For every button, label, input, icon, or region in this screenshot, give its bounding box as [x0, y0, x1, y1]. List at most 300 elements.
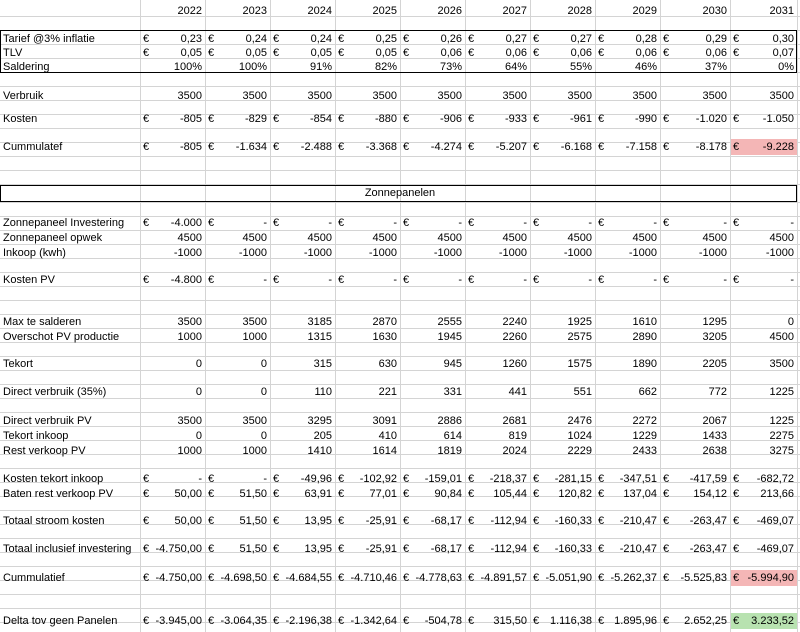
- table-cell[interactable]: 3500: [372, 90, 397, 102]
- table-cell[interactable]: 1614: [372, 445, 397, 457]
- table-cell[interactable]: 2229: [567, 445, 592, 457]
- table-cell[interactable]: 0,26: [440, 33, 462, 45]
- table-cell[interactable]: -: [653, 274, 657, 286]
- table-cell[interactable]: -906: [439, 113, 462, 125]
- table-cell[interactable]: -1000: [628, 247, 657, 259]
- year-header[interactable]: 2029: [632, 5, 657, 17]
- table-cell[interactable]: -4.684,55: [285, 572, 332, 584]
- table-cell[interactable]: 154,12: [693, 488, 727, 500]
- row-label[interactable]: Tarief @3% inflatie: [3, 33, 95, 45]
- currency-symbol: €: [273, 217, 280, 229]
- table-cell[interactable]: -: [263, 217, 267, 229]
- table-cell[interactable]: 51,50: [239, 515, 267, 527]
- table-cell[interactable]: -4.274: [430, 141, 462, 153]
- table-cell[interactable]: 3205: [702, 331, 727, 343]
- table-cell[interactable]: 13,95: [304, 543, 332, 555]
- table-cell[interactable]: 0,25: [375, 33, 397, 45]
- table-cell[interactable]: 110: [314, 386, 332, 398]
- table-cell[interactable]: 1225: [769, 386, 794, 398]
- table-cell[interactable]: 4500: [307, 232, 332, 244]
- table-cell[interactable]: -4.750,00: [155, 572, 202, 584]
- table-cell[interactable]: 77,01: [369, 488, 397, 500]
- table-cell[interactable]: -102,92: [359, 473, 397, 485]
- table-cell[interactable]: 4500: [502, 232, 527, 244]
- table-cell[interactable]: -2.196,38: [285, 615, 332, 627]
- row-label[interactable]: Rest verkoop PV: [3, 445, 86, 457]
- table-row: [0, 471, 800, 487]
- table-cell[interactable]: -4.750,00: [155, 543, 202, 555]
- currency-symbol: €: [598, 217, 605, 229]
- currency-symbol: €: [468, 473, 475, 485]
- table-cell[interactable]: 3500: [177, 415, 202, 427]
- table-cell[interactable]: 1945: [437, 331, 462, 343]
- table-cell[interactable]: 100%: [238, 61, 267, 73]
- table-cell[interactable]: 2024: [502, 445, 527, 457]
- table-cell[interactable]: 0,28: [635, 33, 657, 45]
- table-cell[interactable]: -1000: [498, 247, 527, 259]
- table-cell[interactable]: 3500: [242, 316, 267, 328]
- table-cell[interactable]: -1.634: [235, 141, 267, 153]
- table-cell[interactable]: 3.233,52: [751, 615, 794, 627]
- table-cell[interactable]: 3500: [502, 90, 527, 102]
- table-row: [0, 59, 800, 75]
- table-cell[interactable]: -504,78: [424, 615, 462, 627]
- table-cell[interactable]: -5.262,37: [610, 572, 657, 584]
- table-cell[interactable]: 0: [195, 430, 202, 442]
- table-cell[interactable]: 4500: [567, 232, 592, 244]
- table-cell[interactable]: 315,50: [493, 615, 527, 627]
- table-cell[interactable]: 0: [260, 386, 267, 398]
- table-cell[interactable]: 51,50: [239, 488, 267, 500]
- table-cell[interactable]: 441: [508, 386, 527, 398]
- table-cell[interactable]: 3500: [702, 90, 727, 102]
- table-cell[interactable]: -112,94: [490, 543, 527, 555]
- currency-symbol: €: [338, 473, 345, 485]
- table-cell[interactable]: 91%: [309, 61, 332, 73]
- table-cell[interactable]: -: [523, 274, 527, 286]
- table-cell[interactable]: -49,96: [300, 473, 332, 485]
- row-label[interactable]: Kosten: [3, 113, 38, 125]
- table-cell[interactable]: 3500: [307, 90, 332, 102]
- row-label[interactable]: Overschot PV productie: [3, 331, 120, 343]
- table-cell[interactable]: 1610: [632, 316, 657, 328]
- table-cell[interactable]: -4.891,57: [480, 572, 527, 584]
- table-cell[interactable]: 3185: [307, 316, 332, 328]
- table-cell[interactable]: 4500: [769, 232, 794, 244]
- year-header[interactable]: 2030: [702, 5, 727, 17]
- table-cell[interactable]: -4.778,63: [415, 572, 462, 584]
- table-cell[interactable]: -805: [179, 113, 202, 125]
- table-cell[interactable]: 2240: [502, 316, 527, 328]
- table-cell[interactable]: 1.116,38: [549, 615, 592, 627]
- table-cell[interactable]: 0,06: [505, 47, 527, 59]
- table-cell[interactable]: -218,37: [489, 473, 527, 485]
- table-cell[interactable]: -: [458, 274, 462, 286]
- table-cell[interactable]: 1229: [632, 430, 657, 442]
- table-cell[interactable]: 3500: [769, 358, 794, 370]
- table-cell[interactable]: 0: [260, 358, 267, 370]
- table-cell[interactable]: 4500: [769, 331, 794, 343]
- table-row: [0, 215, 800, 231]
- table-cell[interactable]: 630: [378, 358, 397, 370]
- table-cell[interactable]: 1000: [177, 445, 202, 457]
- table-cell[interactable]: 2555: [437, 316, 462, 328]
- table-cell[interactable]: 1024: [567, 430, 592, 442]
- table-cell[interactable]: 1000: [242, 331, 267, 343]
- table-cell[interactable]: 1.895,96: [614, 615, 657, 627]
- table-cell[interactable]: 0: [195, 358, 202, 370]
- table-cell[interactable]: 551: [573, 386, 592, 398]
- currency-symbol: €: [733, 515, 740, 527]
- table-cell[interactable]: -281,15: [554, 473, 592, 485]
- row-label[interactable]: Tekort: [3, 358, 33, 370]
- table-cell[interactable]: -1.020: [695, 113, 727, 125]
- table-row: [0, 314, 800, 330]
- table-row: [0, 245, 800, 261]
- row-label[interactable]: Cummulatef: [3, 141, 63, 153]
- table-cell[interactable]: -: [393, 217, 397, 229]
- table-cell[interactable]: 3500: [567, 90, 592, 102]
- table-cell[interactable]: -: [263, 274, 267, 286]
- table-cell[interactable]: -933: [504, 113, 527, 125]
- table-cell[interactable]: 0%: [778, 61, 794, 73]
- currency-symbol: €: [143, 33, 150, 45]
- row-label[interactable]: Saldering: [3, 61, 50, 73]
- table-cell[interactable]: 2575: [567, 331, 592, 343]
- table-cell[interactable]: 2638: [702, 445, 727, 457]
- table-cell[interactable]: -3.945,00: [155, 615, 202, 627]
- table-cell[interactable]: 0,27: [505, 33, 527, 45]
- currency-symbol: €: [143, 113, 150, 125]
- table-cell[interactable]: -1.050: [762, 113, 794, 125]
- row-label[interactable]: Cummulatief: [3, 572, 65, 584]
- table-cell[interactable]: -25,91: [365, 515, 397, 527]
- table-cell[interactable]: 3295: [307, 415, 332, 427]
- table-cell[interactable]: 1000: [242, 445, 267, 457]
- table-cell[interactable]: -112,94: [490, 515, 527, 527]
- table-cell[interactable]: 4500: [702, 232, 727, 244]
- row-label[interactable]: Zonnepaneel opwek: [3, 232, 103, 244]
- table-cell[interactable]: 662: [638, 386, 657, 398]
- table-cell[interactable]: -5.994,90: [747, 572, 794, 584]
- row-label[interactable]: Inkoop (kwh): [3, 247, 66, 259]
- table-cell[interactable]: -347,51: [619, 473, 657, 485]
- currency-symbol: €: [273, 473, 280, 485]
- table-cell[interactable]: -263,47: [689, 543, 727, 555]
- table-cell[interactable]: 4500: [437, 232, 462, 244]
- table-cell[interactable]: -: [723, 217, 727, 229]
- row-label[interactable]: TLV: [3, 47, 23, 59]
- table-cell[interactable]: -5.525,83: [680, 572, 727, 584]
- table-cell[interactable]: -1000: [303, 247, 332, 259]
- currency-symbol: €: [403, 113, 410, 125]
- table-cell[interactable]: 2272: [632, 415, 657, 427]
- currency-symbol: €: [338, 572, 345, 584]
- table-cell[interactable]: -880: [374, 113, 397, 125]
- table-cell[interactable]: -1000: [563, 247, 592, 259]
- table-cell[interactable]: 3500: [242, 90, 267, 102]
- table-cell[interactable]: 0,24: [310, 33, 332, 45]
- year-header[interactable]: 2027: [502, 5, 527, 17]
- table-cell[interactable]: 90,84: [434, 488, 462, 500]
- currency-symbol: €: [273, 488, 280, 500]
- currency-symbol: €: [533, 47, 540, 59]
- currency-symbol: €: [733, 217, 740, 229]
- currency-symbol: €: [598, 274, 605, 286]
- table-cell[interactable]: 105,44: [493, 488, 527, 500]
- table-cell[interactable]: -: [790, 217, 794, 229]
- table-cell[interactable]: -3.368: [365, 141, 397, 153]
- year-header[interactable]: 2024: [307, 5, 332, 17]
- table-cell[interactable]: 1819: [437, 445, 462, 457]
- table-cell[interactable]: -4.698,50: [220, 572, 267, 584]
- table-cell[interactable]: 4500: [632, 232, 657, 244]
- table-cell[interactable]: 1630: [372, 331, 397, 343]
- table-cell[interactable]: -: [723, 274, 727, 286]
- table-cell[interactable]: -1000: [173, 247, 202, 259]
- table-cell[interactable]: -961: [569, 113, 592, 125]
- table-cell[interactable]: -805: [179, 141, 202, 153]
- table-cell[interactable]: 46%: [634, 61, 657, 73]
- row-label[interactable]: Tekort inkoop: [3, 430, 69, 442]
- table-cell[interactable]: -159,01: [424, 473, 462, 485]
- currency-symbol: €: [598, 615, 605, 627]
- table-cell[interactable]: -: [263, 473, 267, 485]
- table-cell[interactable]: 2433: [632, 445, 657, 457]
- currency-symbol: €: [733, 274, 740, 286]
- year-header[interactable]: 2026: [437, 5, 462, 17]
- table-cell[interactable]: 1575: [567, 358, 592, 370]
- table-cell[interactable]: 945: [443, 358, 462, 370]
- table-cell[interactable]: -1.342,64: [350, 615, 397, 627]
- table-cell[interactable]: 1925: [567, 316, 592, 328]
- table-cell[interactable]: -854: [309, 113, 332, 125]
- table-cell[interactable]: -25,91: [365, 543, 397, 555]
- currency-symbol: €: [338, 615, 345, 627]
- table-cell[interactable]: 0,06: [635, 47, 657, 59]
- table-cell[interactable]: 205: [313, 430, 332, 442]
- table-cell[interactable]: 2476: [567, 415, 592, 427]
- table-cell[interactable]: -: [328, 274, 332, 286]
- table-cell[interactable]: 3500: [632, 90, 657, 102]
- table-cell[interactable]: -6.168: [560, 141, 592, 153]
- table-cell[interactable]: 0,06: [705, 47, 727, 59]
- table-cell[interactable]: 2275: [769, 430, 794, 442]
- table-cell[interactable]: 1295: [702, 316, 727, 328]
- table-cell[interactable]: 51,50: [239, 543, 267, 555]
- table-cell[interactable]: 0,06: [570, 47, 592, 59]
- table-cell[interactable]: 73%: [439, 61, 462, 73]
- year-header[interactable]: 2031: [769, 5, 794, 17]
- table-cell[interactable]: -263,47: [689, 515, 727, 527]
- table-cell[interactable]: 63,91: [304, 488, 332, 500]
- table-cell[interactable]: 55%: [569, 61, 592, 73]
- table-cell[interactable]: 0: [195, 386, 202, 398]
- table-cell[interactable]: 0,30: [772, 33, 794, 45]
- table-cell[interactable]: 331: [443, 386, 462, 398]
- table-cell[interactable]: 614: [443, 430, 462, 442]
- row-label[interactable]: Verbruik: [3, 90, 44, 102]
- table-cell[interactable]: 13,95: [304, 515, 332, 527]
- table-cell[interactable]: 0,05: [245, 47, 267, 59]
- table-cell[interactable]: 3500: [769, 90, 794, 102]
- table-cell[interactable]: -829: [244, 113, 267, 125]
- currency-symbol: €: [403, 33, 410, 45]
- currency-symbol: €: [208, 515, 215, 527]
- table-cell[interactable]: -210,47: [619, 543, 657, 555]
- table-cell[interactable]: 4500: [177, 232, 202, 244]
- table-cell[interactable]: 120,82: [558, 488, 592, 500]
- table-cell[interactable]: 1260: [502, 358, 527, 370]
- table-cell[interactable]: 50,00: [174, 515, 202, 527]
- table-cell[interactable]: -990: [634, 113, 657, 125]
- table-cell[interactable]: -1000: [765, 247, 794, 259]
- row-label[interactable]: Kosten tekort inkoop: [3, 473, 104, 485]
- table-cell[interactable]: 0: [260, 430, 267, 442]
- table-cell[interactable]: -1000: [433, 247, 462, 259]
- table-cell[interactable]: 772: [708, 386, 727, 398]
- table-cell[interactable]: -417,59: [689, 473, 727, 485]
- table-cell[interactable]: 0,07: [772, 47, 794, 59]
- table-cell[interactable]: 2205: [702, 358, 727, 370]
- table-cell[interactable]: -: [790, 274, 794, 286]
- table-cell[interactable]: 64%: [504, 61, 527, 73]
- currency-symbol: €: [338, 47, 345, 59]
- table-cell[interactable]: -: [588, 274, 592, 286]
- currency-symbol: €: [468, 113, 475, 125]
- table-cell[interactable]: 2067: [702, 415, 727, 427]
- table-cell[interactable]: 0: [787, 316, 794, 328]
- currency-symbol: €: [733, 473, 740, 485]
- table-cell[interactable]: -: [198, 473, 202, 485]
- table-cell[interactable]: 0,06: [440, 47, 462, 59]
- currency-symbol: €: [403, 47, 410, 59]
- table-cell[interactable]: 410: [378, 430, 397, 442]
- table-cell[interactable]: 50,00: [174, 488, 202, 500]
- table-cell[interactable]: 0,05: [180, 47, 202, 59]
- table-cell[interactable]: -: [523, 217, 527, 229]
- table-cell[interactable]: -4.800: [170, 274, 202, 286]
- currency-symbol: €: [533, 473, 540, 485]
- table-cell[interactable]: 213,66: [760, 488, 794, 500]
- table-cell[interactable]: -210,47: [619, 515, 657, 527]
- table-cell[interactable]: -682,72: [756, 473, 794, 485]
- table-cell[interactable]: -: [653, 217, 657, 229]
- table-cell[interactable]: -469,07: [756, 543, 794, 555]
- table-cell[interactable]: -: [458, 217, 462, 229]
- row-label[interactable]: Kosten PV: [3, 274, 55, 286]
- table-cell[interactable]: -: [588, 217, 592, 229]
- table-cell[interactable]: -160,33: [554, 543, 592, 555]
- table-cell[interactable]: -469,07: [756, 515, 794, 527]
- currency-symbol: €: [598, 473, 605, 485]
- table-cell[interactable]: 82%: [374, 61, 397, 73]
- table-cell[interactable]: -: [328, 217, 332, 229]
- table-cell[interactable]: 4500: [372, 232, 397, 244]
- table-cell[interactable]: 3275: [769, 445, 794, 457]
- table-cell[interactable]: 0,24: [245, 33, 267, 45]
- table-cell[interactable]: -8.178: [695, 141, 727, 153]
- table-cell[interactable]: -2.488: [300, 141, 332, 153]
- year-header[interactable]: 2025: [372, 5, 397, 17]
- table-cell[interactable]: -5.207: [495, 141, 527, 153]
- row-label[interactable]: Max te salderen: [3, 316, 82, 328]
- table-cell[interactable]: -1000: [238, 247, 267, 259]
- table-cell[interactable]: 100%: [173, 61, 202, 73]
- table-cell[interactable]: -68,17: [430, 515, 462, 527]
- currency-symbol: €: [208, 217, 215, 229]
- table-cell[interactable]: -: [393, 274, 397, 286]
- table-cell[interactable]: 0,05: [310, 47, 332, 59]
- table-cell[interactable]: -68,17: [430, 543, 462, 555]
- table-cell[interactable]: 2.652,25: [684, 615, 727, 627]
- table-cell[interactable]: 3500: [177, 90, 202, 102]
- table-cell[interactable]: -9.228: [762, 141, 794, 153]
- table-cell[interactable]: -4.710,46: [350, 572, 397, 584]
- row-label[interactable]: Totaal inclusief investering: [3, 543, 132, 555]
- currency-symbol: €: [468, 488, 475, 500]
- table-cell[interactable]: 3500: [437, 90, 462, 102]
- table-cell[interactable]: 1890: [632, 358, 657, 370]
- table-cell[interactable]: -3.064,35: [220, 615, 267, 627]
- table-cell[interactable]: 2681: [502, 415, 527, 427]
- table-cell[interactable]: 3500: [242, 415, 267, 427]
- table-cell[interactable]: 1410: [307, 445, 332, 457]
- year-header[interactable]: 2023: [242, 5, 267, 17]
- table-cell[interactable]: 37%: [704, 61, 727, 73]
- row-label[interactable]: Zonnepaneel Investering: [3, 217, 125, 229]
- table-cell[interactable]: -7.158: [625, 141, 657, 153]
- table-cell[interactable]: 4500: [242, 232, 267, 244]
- table-cell[interactable]: 2886: [437, 415, 462, 427]
- currency-symbol: €: [273, 274, 280, 286]
- table-cell[interactable]: 1225: [769, 415, 794, 427]
- currency-symbol: €: [208, 141, 215, 153]
- row-label[interactable]: Delta tov geen Panelen: [3, 615, 118, 627]
- table-cell[interactable]: 0,05: [375, 47, 397, 59]
- table-cell[interactable]: -160,33: [554, 515, 592, 527]
- table-cell[interactable]: 0,27: [570, 33, 592, 45]
- table-cell[interactable]: 2260: [502, 331, 527, 343]
- table-cell[interactable]: 2870: [372, 316, 397, 328]
- table-cell[interactable]: 819: [508, 430, 527, 442]
- table-cell[interactable]: 137,04: [623, 488, 657, 500]
- table-cell[interactable]: 3091: [372, 415, 397, 427]
- year-header[interactable]: 2022: [177, 5, 202, 17]
- row-label[interactable]: Totaal stroom kosten: [3, 515, 105, 527]
- table-cell[interactable]: 0,23: [180, 33, 202, 45]
- table-cell[interactable]: -1000: [698, 247, 727, 259]
- table-cell[interactable]: -4.000: [170, 217, 202, 229]
- currency-symbol: €: [598, 33, 605, 45]
- table-cell[interactable]: 315: [313, 358, 332, 370]
- table-cell[interactable]: 1433: [702, 430, 727, 442]
- table-cell[interactable]: 2890: [632, 331, 657, 343]
- year-header[interactable]: 2028: [567, 5, 592, 17]
- currency-symbol: €: [143, 543, 150, 555]
- table-cell[interactable]: -1000: [368, 247, 397, 259]
- currency-symbol: €: [663, 615, 670, 627]
- row-label[interactable]: Direct verbruik PV: [3, 415, 92, 427]
- row-label[interactable]: Direct verbruik (35%): [3, 386, 107, 398]
- table-cell[interactable]: 1000: [177, 331, 202, 343]
- table-cell[interactable]: 3500: [177, 316, 202, 328]
- table-cell[interactable]: 221: [378, 386, 397, 398]
- table-cell[interactable]: -5.051,90: [545, 572, 592, 584]
- table-cell[interactable]: 1315: [307, 331, 332, 343]
- row-label[interactable]: Baten rest verkoop PV: [3, 488, 114, 500]
- table-cell[interactable]: 0,29: [705, 33, 727, 45]
